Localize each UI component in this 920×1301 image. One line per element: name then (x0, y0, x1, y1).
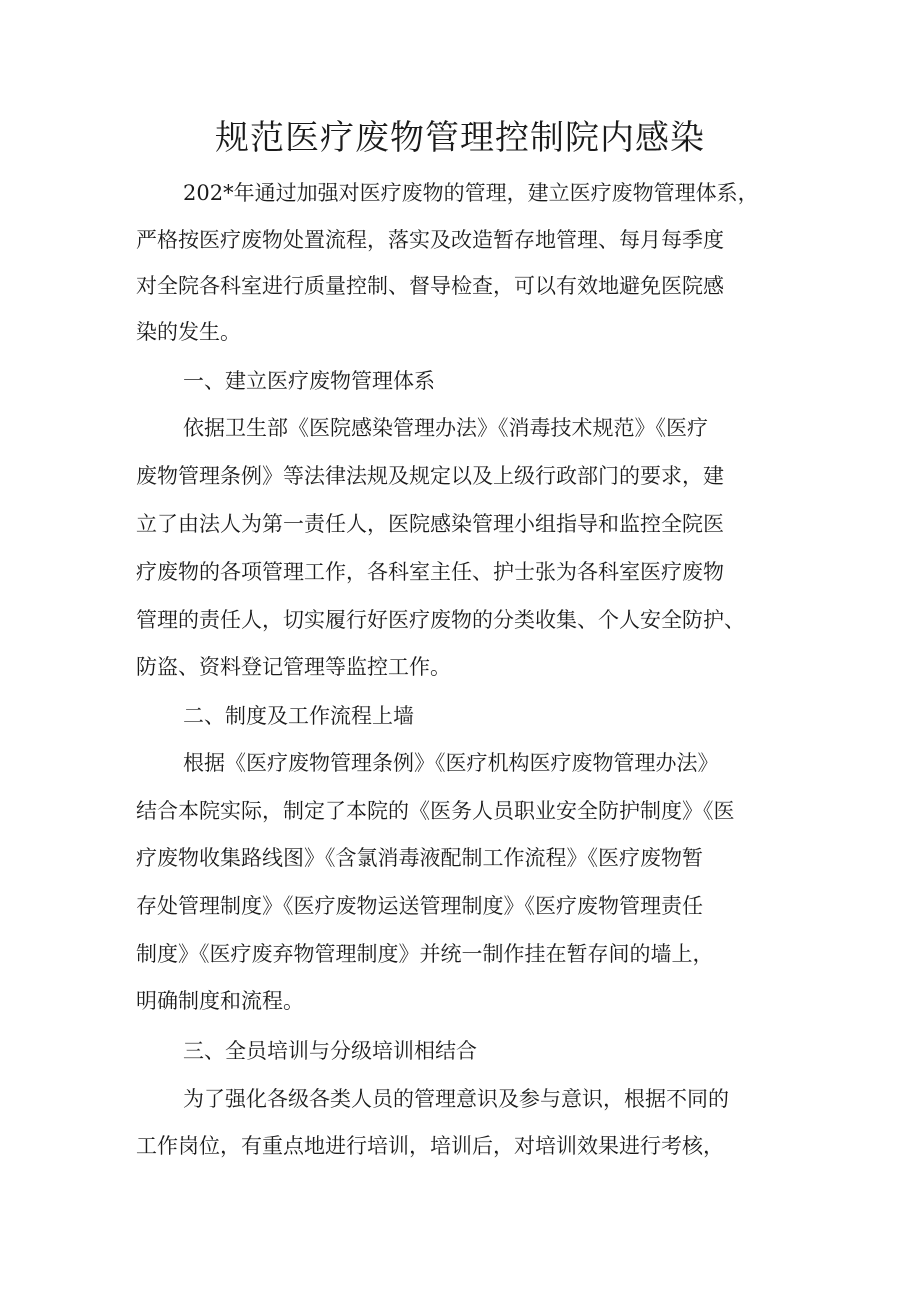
paragraph-2-line-2: 废物管理条例》等法律法规及规定以及上级行政部门的要求，建 (136, 464, 724, 488)
paragraph-3-line-3: 疗废物收集路线图》《含氯消毒液配制工作流程》《医疗废物暂 (136, 846, 703, 870)
paragraph-2-line-6: 防盗、资料登记管理等监控工作。 (136, 655, 451, 679)
section-heading-3: 三、全员培训与分级培训相结合 (183, 1039, 477, 1063)
section-heading-2: 二、制度及工作流程上墙 (183, 704, 414, 728)
paragraph-4-line-1: 为了强化各级各类人员的管理意识及参与意识，根据不同的 (183, 1087, 729, 1111)
paragraph-3-line-6: 明确制度和流程。 (136, 989, 304, 1013)
paragraph-2-line-1: 依据卫生部《医院感染管理办法》《消毒技术规范》《医疗 (183, 416, 708, 440)
paragraph-3-line-5: 制度》《医疗废弃物管理制度》并统一制作挂在暂存间的墙上， (136, 942, 714, 966)
paragraph-1-line-1: 202*年通过加强对医疗废物的管理，建立医疗废物管理体系， (183, 181, 759, 205)
paragraph-1-line-2: 严格按医疗废物处置流程，落实及改造暂存地管理、每月每季度 (136, 228, 724, 252)
paragraph-2-line-3: 立了由法人为第一责任人，医院感染管理小组指导和监控全院医 (136, 512, 724, 536)
paragraph-2-line-4: 疗废物的各项管理工作，各科室主任、护士张为各科室医疗废物 (136, 560, 724, 584)
paragraph-4-line-2: 工作岗位，有重点地进行培训，培训后，对培训效果进行考核， (136, 1134, 724, 1158)
section-heading-1: 一、建立医疗废物管理体系 (183, 369, 435, 393)
paragraph-1-line-3: 对全院各科室进行质量控制、督导检查，可以有效地避免医院感 (136, 274, 724, 298)
paragraph-3-line-2: 结合本院实际，制定了本院的《医务人员职业安全防护制度》《医 (136, 799, 735, 823)
paragraph-3-line-4: 存处管理制度》《医疗废物运送管理制度》《医疗废物管理责任 (136, 894, 703, 918)
document-title: 规范医疗废物管理控制院内感染 (215, 118, 705, 158)
paragraph-1-line-4: 染的发生。 (136, 320, 241, 344)
paragraph-2-line-5: 管理的责任人，切实履行好医疗废物的分类收集、个人安全防护、 (136, 608, 745, 632)
paragraph-3-line-1: 根据《医疗废物管理条例》《医疗机构医疗废物管理办法》 (183, 751, 719, 775)
